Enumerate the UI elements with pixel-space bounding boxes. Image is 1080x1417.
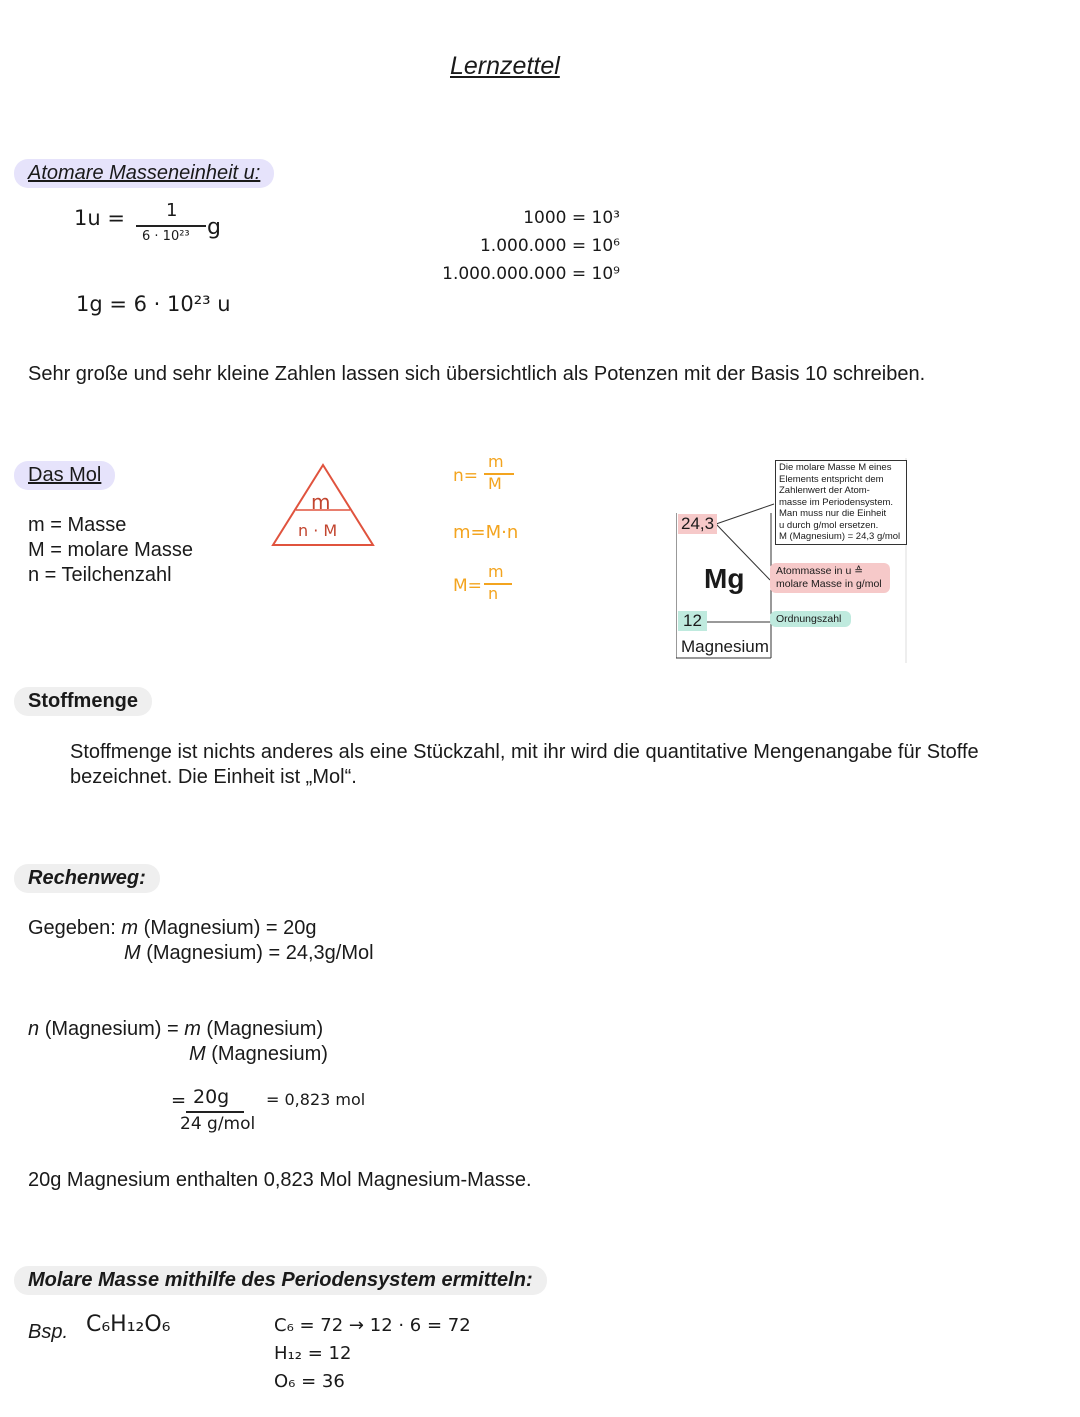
section-heading-mol [14,461,115,490]
note-line: Die molare Masse M eines [779,462,892,473]
pt-atomic-mass: 24,3 [678,514,717,534]
mol-definitions [28,513,193,588]
heading-text: Atomare Masseneinheit u: [28,162,261,184]
example-label: Bsp. [28,1321,69,1343]
section-heading-atomic-mass [14,159,274,188]
formula3-lhs: M= [453,576,482,596]
formula1-lhs: n= [453,466,479,486]
atomic-mass-lhs: 1u = [74,206,125,230]
calc-line: O₆ = 36 [274,1371,345,1392]
formula1-den: M [488,474,502,493]
gram-to-u: 1g = 6 · 10²³ u [76,292,231,316]
formula-text: (Magnesium) [211,1043,328,1065]
power-line: 1.000.000 = 10⁶ [479,236,620,256]
note-line: u durch g/mol ersetzen. [779,519,879,531]
calc-numerator: 20g [193,1086,230,1108]
label-line: molare Masse in g/mol [776,578,882,590]
note-line: M (Magnesium) = 24,3 g/mol [779,531,901,542]
section-heading-stoffmenge: Stoffmenge [14,687,152,716]
example-formula: C₆H₁₂O₆ [86,1312,171,1337]
n-formula-lhs [28,1017,323,1042]
atomic-mass-numerator: 1 [166,200,178,221]
note-line: masse im Periodensystem. [779,496,894,508]
calc-denominator: 24 g/mol [180,1114,256,1134]
conclusion: 20g Magnesium enthalten 0,823 Mol Magnesium-Masse. [28,1169,532,1191]
note-line: Zahlenwert der Atom- [779,485,870,496]
definition-line: M = molare Masse [28,539,194,561]
note-line: Man muss nur die Einheit [779,508,887,519]
powers-list [420,204,620,288]
molar-mass-lines [274,1312,471,1396]
variable: m [184,1018,201,1040]
power-line: 1.000.000.000 = 10⁹ [442,264,620,284]
variable: n [28,1018,40,1040]
powers-note: Sehr große und sehr kleine Zahlen lassen sich übersichtlich als Potenzen mit der Basis 10 schreiben. [28,363,926,385]
n-formula-den [189,1042,328,1067]
formula3-den: n [488,584,499,603]
given-value: (Magnesium) = 20g [143,917,317,939]
formula3-num: m [488,562,504,581]
calc-line: C₆ = 72 → 12 · 6 = 72 [274,1315,471,1336]
section-heading-molar-mass: Molare Masse mithilfe des Periodensystem ermitteln: [14,1266,547,1295]
stoffmenge-text: Stoffmenge ist nichts anderes als eine Stückzahl, mit ihr wird die quantitative Mengenangabe für Stoffe bezeichnet. Die Einheit ist „Mol“. [70,741,979,788]
calc-eq: = [171,1090,187,1111]
calc-line: H₁₂ = 12 [274,1343,352,1364]
formula2: m=M·n [453,522,519,543]
pt-molar-mass-note [775,460,907,545]
fraction-bar [136,225,206,227]
definition-line: m = Masse [28,514,127,536]
pt-label-number: Ordnungszahl [770,611,851,627]
atomic-mass-unit: g [207,215,221,240]
page-title: Lernzettel [450,52,560,80]
note-line: Elements entspricht dem [779,473,884,485]
variable: M [189,1043,206,1065]
heading-text: Das Mol [28,464,102,486]
given-line-2 [124,941,374,966]
variable: M [124,942,141,964]
section-heading-rechenweg: Rechenweg: [14,864,160,893]
label-line: Atommasse in u ≙ [776,565,863,577]
variable: m [121,917,139,939]
pt-label-mass [770,563,890,593]
given-line-1 [28,916,317,941]
fraction-bar [186,1111,244,1113]
formula-text: (Magnesium) [206,1018,324,1040]
pt-symbol: Mg [704,563,745,594]
pt-element-name: Magnesium [681,637,769,656]
atomic-mass-denominator: 6 · 10²³ [142,229,190,244]
power-line: 1000 = 10³ [523,208,620,228]
triangle-bottom: n · M [298,521,338,540]
formula-text: (Magnesium) = [44,1018,179,1040]
pt-atomic-number: 12 [678,611,707,631]
calc-result: = 0,823 mol [266,1090,366,1109]
given-label: Gegeben: [28,917,116,939]
definition-line: n = Teilchenzahl [28,564,172,586]
triangle-top: m [311,490,331,514]
given-value: (Magnesium) = 24,3g/Mol [146,942,374,964]
formula1-num: m [488,452,504,471]
